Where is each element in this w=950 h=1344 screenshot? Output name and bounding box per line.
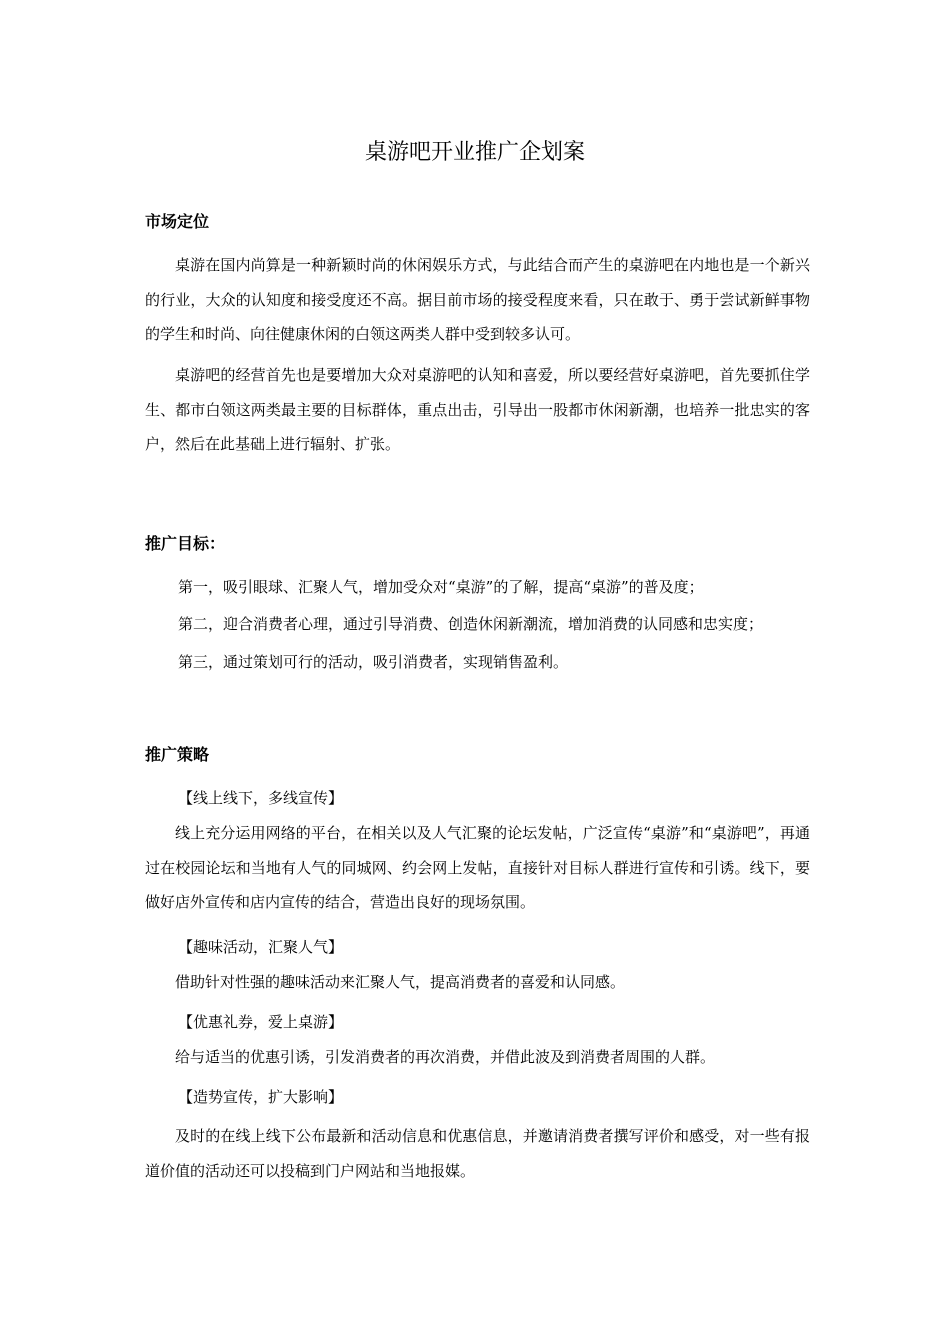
- strategy-text: 给与适当的优惠引诱，引发消费者的再次消费，并借此波及到消费者周围的人群。: [175, 1048, 716, 1066]
- strategy-label: 【优惠礼券，爱上桌游】: [178, 1013, 344, 1031]
- paragraph: 桌游在国内尚算是一种新颖时尚的休闲娱乐方式，与此结合而产生的桌游吧在内地也是一个新兴的行业，大众的认知度和接受度还不高。据目前市场的接受程度来看，只在敢于、勇于尝试新鲜事物的学生和时尚、向往健康休闲的白领这两类人群中受到较多认可。: [145, 256, 810, 343]
- document-title: 桌游吧开业推广企划案: [364, 140, 585, 165]
- section-heading-market-positioning: 市场定位: [145, 212, 210, 231]
- strategy-label: 【造势宣传，扩大影响】: [178, 1088, 344, 1106]
- strategy-text: 借助针对性强的趣味活动来汇聚人气，提高消费者的喜爱和认同感。: [175, 973, 626, 991]
- goal-item: 第一，吸引眼球、汇聚人气，增加受众对“桌游”的了解，提高“桌游”的普及度；: [178, 578, 704, 596]
- strategy-label: 【趣味活动，汇聚人气】: [178, 938, 344, 956]
- paragraph: 桌游吧的经营首先也是要增加大众对桌游吧的认知和喜爱，所以要经营好桌游吧，首先要抓住学生、都市白领这两类最主要的目标群体，重点出击，引导出一股都市休闲新潮，也培养一批忠实的客户，然后在此基础上进行辐射、扩张。: [145, 366, 810, 453]
- section-heading-promotion-strategy: 推广策略: [145, 745, 210, 764]
- strategy-text: 及时的在线上线下公布最新和活动信息和优惠信息，并邀请消费者撰写评价和感受，对一些有报道价值的活动还可以投稿到门户网站和当地报媒。: [145, 1127, 810, 1180]
- strategy-text: 线上充分运用网络的平台，在相关以及人气汇聚的论坛发帖，广泛宣传“桌游”和“桌游吧”，再通过在校园论坛和当地有人气的同城网、约会网上发帖，直接针对目标人群进行宣传和引诱。线下，要做好店外宣传和店内宣传的结合，营造出良好的现场氛围。: [145, 824, 810, 911]
- strategy-label: 【线上线下，多线宣传】: [178, 789, 344, 807]
- goal-item: 第三，通过策划可行的活动，吸引消费者，实现销售盈利。: [178, 653, 569, 671]
- goal-item: 第二，迎合消费者心理，通过引导消费、创造休闲新潮流，增加消费的认同感和忠实度；: [178, 615, 764, 633]
- section-heading-promotion-goals: 推广目标：: [145, 534, 226, 553]
